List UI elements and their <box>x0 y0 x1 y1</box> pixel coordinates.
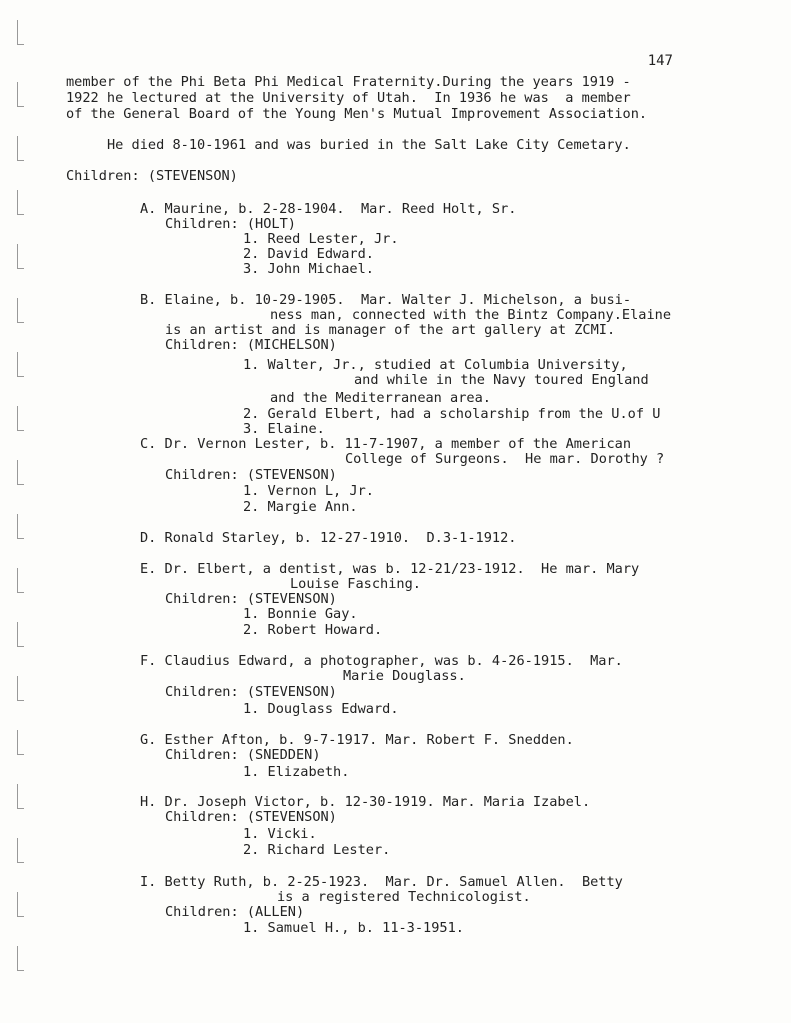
grandchildren-heading: Children: (ALLEN) <box>165 904 305 920</box>
child-entry-f: F. Claudius Edward, a photographer, was b. 4-26-1915. Mar. <box>140 653 623 669</box>
margin-mark <box>17 190 24 215</box>
intro-line: member of the Phi Beta Phi Medical Fraternity.During the years 1919 - <box>66 74 631 90</box>
grandchildren-heading: Children: (STEVENSON) <box>165 467 337 483</box>
grandchild-item: 1. Walter, Jr., studied at Columbia University, <box>243 357 628 373</box>
intro-line: of the General Board of the Young Men's Mutual Improvement Association. <box>66 106 648 122</box>
grandchild-item: 1. Douglass Edward. <box>243 701 399 717</box>
grandchildren-heading: Children: (SNEDDEN) <box>165 747 321 763</box>
margin-mark <box>17 946 24 971</box>
grandchild-item: 1. Samuel H., b. 11-3-1951. <box>243 920 464 936</box>
grandchild-item: 1. Bonnie Gay. <box>243 606 358 622</box>
grandchild-item: 1. Elizabeth. <box>243 764 350 780</box>
margin-mark <box>17 352 24 377</box>
grandchild-item-cont: and while in the Navy toured England <box>354 372 649 388</box>
grandchild-item: 1. Reed Lester, Jr. <box>243 231 399 247</box>
death-line: He died 8-10-1961 and was buried in the Salt Lake City Cemetary. <box>107 137 631 153</box>
child-entry-a: A. Maurine, b. 2-28-1904. Mar. Reed Holt, Sr. <box>140 201 517 217</box>
grandchildren-heading: Children: (STEVENSON) <box>165 684 337 700</box>
child-entry-e-cont: Louise Fasching. <box>290 576 421 592</box>
margin-mark <box>17 298 24 323</box>
children-heading: Children: (STEVENSON) <box>66 168 238 184</box>
margin-mark <box>17 460 24 485</box>
grandchild-item: 1. Vicki. <box>243 826 317 842</box>
margin-mark <box>17 892 24 917</box>
margin-mark <box>17 568 24 593</box>
margin-mark <box>17 838 24 863</box>
child-entry-e: E. Dr. Elbert, a dentist, was b. 12-21/23-1912. He mar. Mary <box>140 561 640 577</box>
margin-mark <box>17 676 24 701</box>
grandchild-item: 2. Gerald Elbert, had a scholarship from the U.of U <box>243 406 661 422</box>
child-entry-d: D. Ronald Starley, b. 12-27-1910. D.3-1-1912. <box>140 530 517 546</box>
grandchildren-heading: Children: (MICHELSON) <box>165 337 337 353</box>
grandchild-item: 2. Robert Howard. <box>243 622 383 638</box>
margin-mark <box>17 406 24 431</box>
margin-mark <box>17 20 24 45</box>
child-entry-c-cont: College of Surgeons. He mar. Dorothy ? <box>345 451 665 467</box>
grandchildren-heading: Children: (HOLT) <box>165 216 296 232</box>
page-number: 147 <box>647 53 673 69</box>
grandchildren-heading: Children: (STEVENSON) <box>165 809 337 825</box>
grandchild-item: 2. Richard Lester. <box>243 842 391 858</box>
intro-line: 1922 he lectured at the University of Utah. In 1936 he was a member <box>66 90 631 106</box>
grandchild-item: 2. Margie Ann. <box>243 499 358 515</box>
child-entry-b-cont: ness man, connected with the Bintz Company.Elaine <box>270 307 672 323</box>
grandchild-item-cont: and the Mediterranean area. <box>270 390 491 406</box>
child-entry-b: B. Elaine, b. 10-29-1905. Mar. Walter J. Michelson, a busi- <box>140 292 632 308</box>
margin-mark <box>17 784 24 809</box>
margin-mark <box>17 82 24 107</box>
grandchild-item: 3. Elaine. <box>243 421 325 437</box>
margin-mark <box>17 136 24 161</box>
grandchild-item: 1. Vernon L, Jr. <box>243 483 374 499</box>
margin-mark <box>17 244 24 269</box>
grandchild-item: 2. David Edward. <box>243 246 374 262</box>
child-entry-i-cont: is a registered Technicologist. <box>277 889 531 905</box>
grandchild-item: 3. John Michael. <box>243 261 374 277</box>
margin-mark <box>17 730 24 755</box>
child-entry-f-cont: Marie Douglass. <box>343 668 466 684</box>
child-entry-i: I. Betty Ruth, b. 2-25-1923. Mar. Dr. Samuel Allen. Betty <box>140 874 623 890</box>
child-entry-h: H. Dr. Joseph Victor, b. 12-30-1919. Mar. Maria Izabel. <box>140 794 591 810</box>
child-entry-g: G. Esther Afton, b. 9-7-1917. Mar. Robert F. Snedden. <box>140 732 574 748</box>
grandchildren-heading: Children: (STEVENSON) <box>165 591 337 607</box>
child-entry-b-cont: is an artist and is manager of the art gallery at ZCMI. <box>165 322 616 338</box>
margin-mark <box>17 514 24 539</box>
child-entry-c: C. Dr. Vernon Lester, b. 11-7-1907, a member of the American <box>140 436 632 452</box>
margin-mark <box>17 622 24 647</box>
